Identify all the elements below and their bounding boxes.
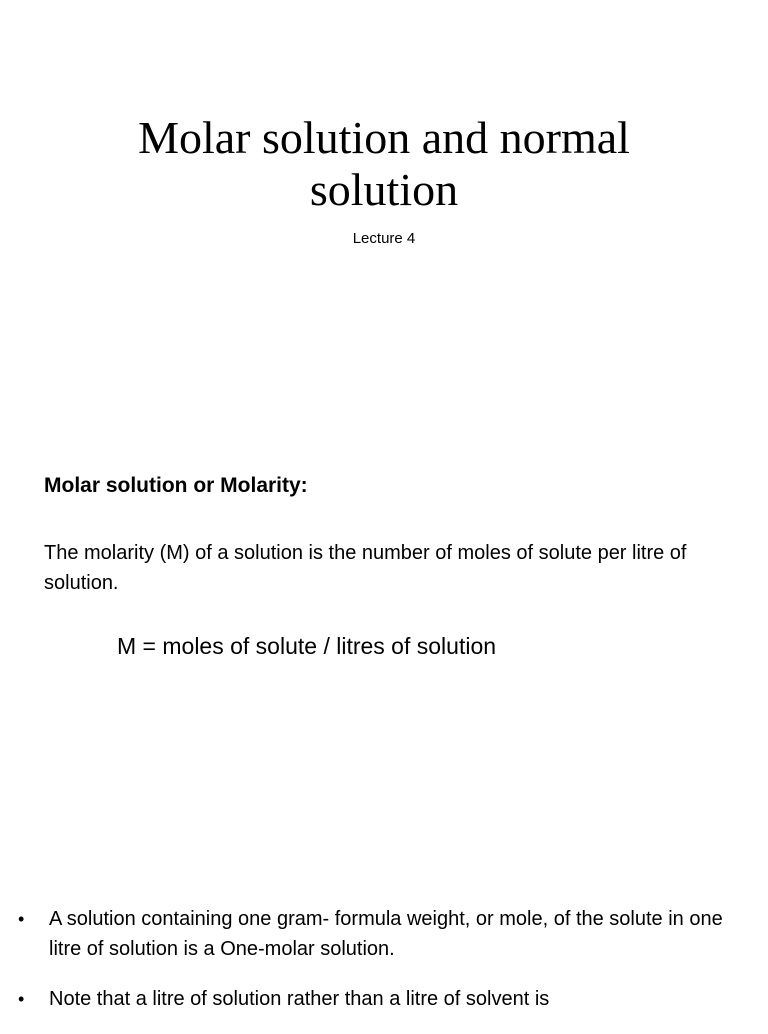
bullet-list — [18, 904, 758, 1034]
molarity-formula: M = moles of solute / litres of solution — [117, 633, 497, 659]
bullet-marker: • — [18, 989, 25, 1009]
slide-title-line-2: solution — [309, 164, 459, 215]
slide-title — [0, 112, 768, 216]
bullet-marker: • — [18, 909, 25, 929]
slide-title-line-1: Molar solution and normal — [138, 112, 630, 163]
section-heading: Molar solution or Molarity: — [44, 474, 308, 497]
molarity-definition: The molarity (M) of a solution is the number of moles of solute per litre of solution. — [44, 542, 687, 594]
bullet-item — [18, 984, 758, 1014]
bullet-text: Note that a litre of solution rather than a litre of solvent is — [49, 988, 550, 1010]
bullet-text: A solution containing one gram- formula weight, or mole, of the solute in one litre of solution is a One-molar solution. — [49, 908, 723, 960]
bullet-item — [18, 904, 758, 964]
slide-subtitle: Lecture 4 — [352, 230, 416, 247]
